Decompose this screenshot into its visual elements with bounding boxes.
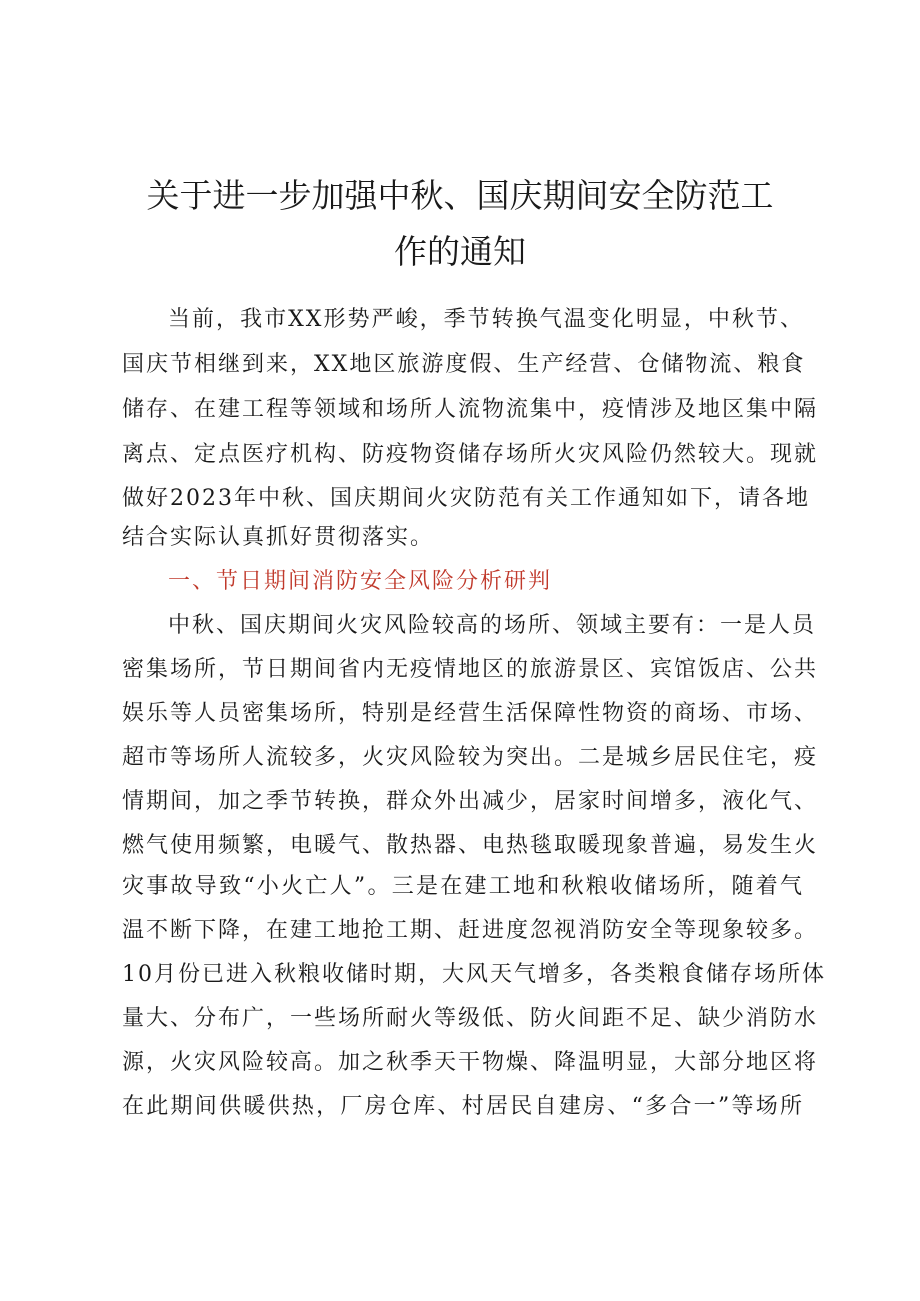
intro-paragraph-line: 做好2023年中秋、国庆期间火灾防范有关工作通知如下，请各地 xyxy=(122,486,810,511)
section-paragraph-line: 超市等场所人流较多，火灾风险较为突出。二是城乡居民住宅，疫 xyxy=(122,745,819,770)
document-title-line-2: 作的通知 xyxy=(394,232,526,271)
section-paragraph-line: 娱乐等人员密集场所，特别是经营生活保障性物资的商场、市场、 xyxy=(122,701,819,726)
intro-paragraph-line: 结合实际认真抓好贯彻落实。 xyxy=(122,525,435,550)
section-paragraph-line: 灾事故导致“小火亡人”。三是在建工地和秋粮收储场所，随着气 xyxy=(122,874,804,899)
intro-paragraph-line: 离点、定点医疗机构、防疫物资储存场所火灾风险仍然较大。现就 xyxy=(122,442,819,467)
section-paragraph-line: 密集场所，节日期间省内无疫情地区的旅游景区、宾馆饭店、公共 xyxy=(122,657,819,682)
section-heading: 一、节日期间消防安全风险分析研判 xyxy=(168,569,553,594)
document-title-line-1: 关于进一步加强中秋、国庆期间安全防范工 xyxy=(146,176,774,215)
section-paragraph-line: 源，火灾风险较高。加之秋季天干物燥、降温明显，大部分地区将 xyxy=(122,1050,819,1075)
section-paragraph-line: 量大、分布广，一些场所耐火等级低、防火间距不足、缺少消防水 xyxy=(122,1006,819,1031)
section-paragraph-line: 情期间，加之季节转换，群众外出减少，居家时间增多，液化气、 xyxy=(122,789,819,814)
section-paragraph-line: 温不断下降，在建工地抢工期、赶进度忽视消防安全等现象较多。 xyxy=(122,918,819,943)
section-paragraph-line: 在此期间供暖供热，厂房仓库、村居民自建房、“多合一”等场所 xyxy=(122,1094,804,1119)
intro-paragraph-line: 储存、在建工程等领域和场所人流物流集中，疫情涉及地区集中隔 xyxy=(122,397,819,422)
intro-paragraph-line: 国庆节相继到来，XX地区旅游度假、生产经营、仓储物流、粮食 xyxy=(122,352,806,377)
section-paragraph-line: 燃气使用频繁，电暖气、散热器、电热毯取暖现象普遍，易发生火 xyxy=(122,833,819,858)
section-paragraph-line: 10月份已进入秋粮收储时期，大风天气增多，各类粮食储存场所体 xyxy=(122,962,826,987)
section-paragraph-line: 中秋、国庆期间火灾风险较高的场所、领域主要有：一是人员 xyxy=(168,613,817,638)
intro-paragraph-line: 当前，我市XX形势严峻，季节转换气温变化明显，中秋节、 xyxy=(168,307,804,332)
